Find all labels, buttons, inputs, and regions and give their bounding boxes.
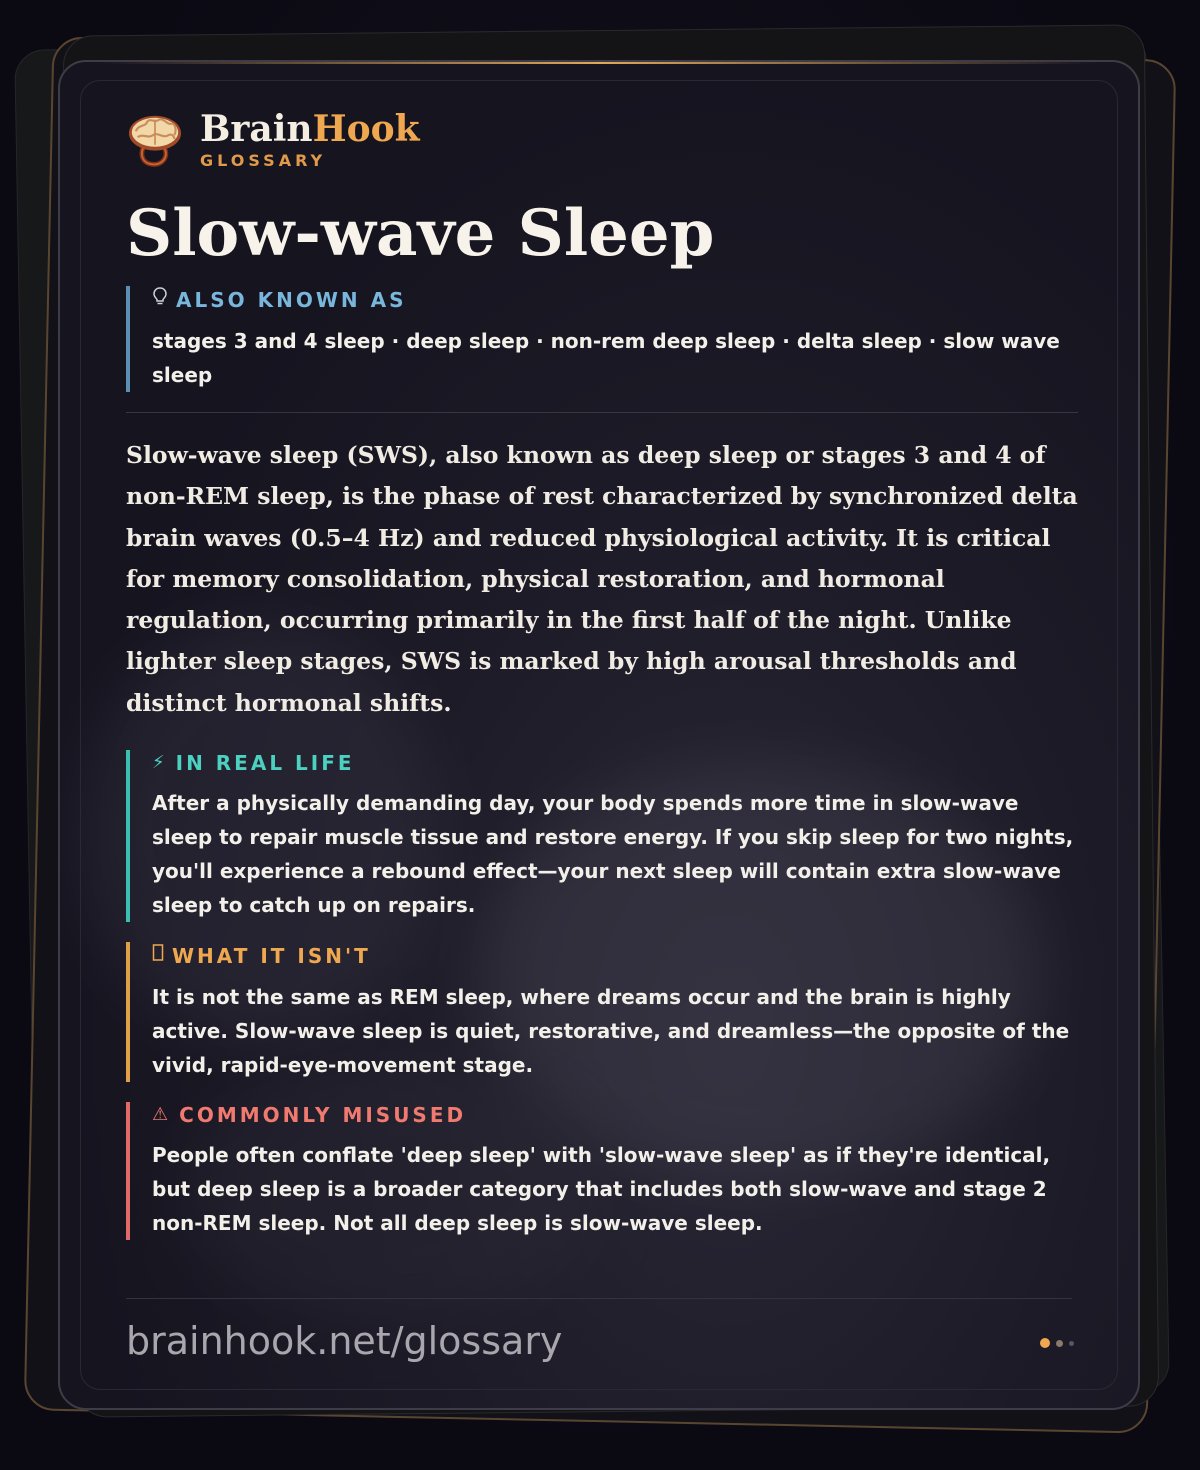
what-it-isnt-section (126, 942, 1078, 1082)
in-real-life-heading (152, 750, 1078, 776)
dot (1069, 1341, 1074, 1346)
footer-url[interactable]: brainhook.net/glossary (126, 1319, 563, 1363)
in-real-life-text: After a physically demanding day, your body spends more time in slow-wave sleep to repair muscle tissue and restore energy. If you skip sleep for two nights, you'll experience a rebound effect—your next sleep will contain extra slow-wave sleep to catch up on repairs. (152, 791, 1074, 918)
card-content (126, 104, 1078, 1240)
also-known-as-section (126, 286, 1078, 392)
also-known-as-label: ALSO KNOWN AS (176, 288, 407, 312)
in-real-life-section (126, 750, 1078, 922)
also-known-as-text: stages 3 and 4 sleep · deep sleep · non-rem deep sleep · delta sleep · slow wave sleep (152, 329, 1060, 387)
brand-name-part1: Brain (200, 107, 313, 150)
commonly-misused-heading (152, 1102, 1078, 1128)
lightbulb-icon (152, 286, 168, 314)
also-known-as-heading (152, 286, 1078, 314)
commonly-misused-text: People often conflate 'deep sleep' with 'slow-wave sleep' as if they're identical, but deep sleep is a broader category that includes both slow-wave and stage 2 non-REM sleep. Not all deep sleep is slow-wave sleep. (152, 1143, 1051, 1236)
brand-name (200, 109, 420, 149)
what-it-isnt-label: WHAT IT ISN'T (172, 944, 371, 969)
footer-divider (126, 1298, 1072, 1299)
definition-text: Slow-wave sleep (SWS), also known as deep sleep or stages 3 and 4 of non-REM sleep, is the phase of rest characterized by synchronized delta brain waves (0.5–4 Hz) and reduced physiological activity. It is critical for memory consolidation, physical restoration, and hormonal regulation, occurring primarily in the first half of the night. Unlike lighter sleep stages, SWS is marked by high arousal thresholds and distinct hormonal shifts. (126, 441, 1078, 717)
dot (1056, 1340, 1063, 1347)
what-it-isnt-text: It is not the same as REM sleep, where dreams occur and the brain is highly active. Slow-wave sleep is quiet, restorative, and dreamless—the opposite of the vivid, rapid-eye-movement stage. (152, 985, 1070, 1078)
divider (126, 412, 1078, 413)
brand-subtitle: GLOSSARY (200, 150, 327, 170)
commonly-misused-section (126, 1102, 1078, 1240)
lightning-icon: ⚡ (152, 752, 168, 774)
brand-header (126, 104, 1078, 174)
what-it-isnt-heading (152, 942, 1078, 970)
term-title: Slow-wave Sleep (126, 196, 715, 271)
brand-name-part2: Hook (312, 107, 420, 150)
missing-glyph-icon (152, 942, 164, 970)
pagination-dots (1034, 1338, 1074, 1348)
brain-hook-logo-icon (126, 110, 184, 168)
warning-icon: ⚠ (152, 1104, 172, 1126)
commonly-misused-label: COMMONLY MISUSED (179, 1103, 467, 1128)
glossary-card (58, 60, 1140, 1410)
in-real-life-label: IN REAL LIFE (175, 751, 355, 776)
dot-active (1040, 1338, 1050, 1348)
